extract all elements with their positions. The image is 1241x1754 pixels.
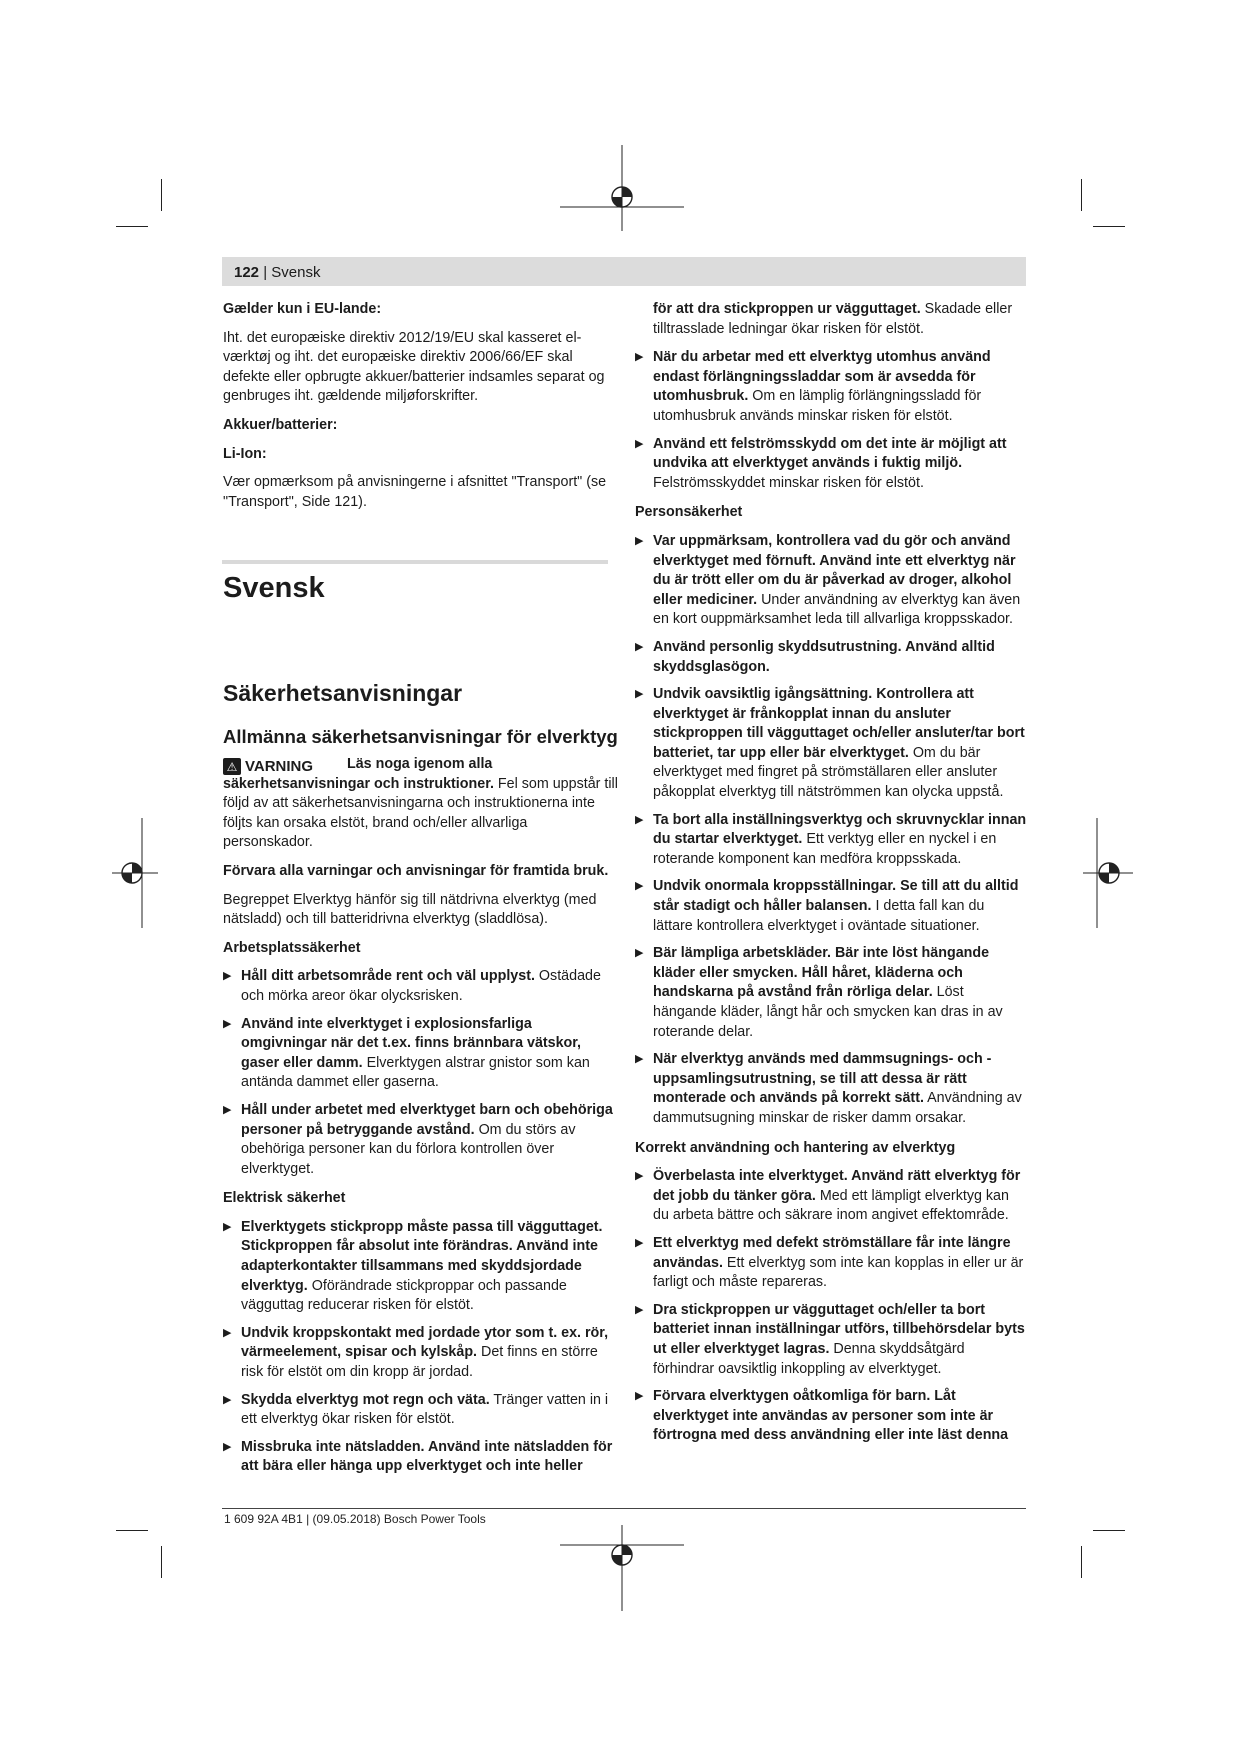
item-text: Elverktygen alstrar gnistor som kan antända dammet eller gaserna. xyxy=(241,1054,590,1091)
registration-mark-icon xyxy=(560,145,684,231)
bullet-triangle-icon: ▶ xyxy=(635,351,644,364)
item-bold: Undvik kroppskontakt med jordade ytor som t. ex. rör, värmeelement, spisar och kylskåp. xyxy=(241,1324,609,1361)
left-column-main xyxy=(223,755,619,1485)
crop-mark xyxy=(1093,226,1125,227)
section-divider xyxy=(222,560,608,564)
electrical-list xyxy=(223,1218,619,1477)
person-heading: Personsäkerhet xyxy=(635,504,743,521)
item-bold: Dra stickproppen ur vägguttaget och/eller ta bort batteriet innan inställningar utförs, tillbehörsdelar byts ut eller elverktyget lagras. xyxy=(653,1301,1025,1357)
list-item xyxy=(635,811,1027,870)
bullet-triangle-icon: ▶ xyxy=(223,1440,232,1453)
warning-label-text: VARNING xyxy=(245,758,314,775)
list-item xyxy=(635,532,1027,630)
item-bold: Bär lämpliga arbetskläder. Bär inte löst hängande kläder eller smycken. Håll håret, kläderna och handskarna på avstånd från rörliga delar. xyxy=(653,945,990,1001)
subsection-title: Allmänna säkerhetsanvisningar för elverktyg xyxy=(223,726,618,747)
person-list xyxy=(635,532,1027,1129)
item-text: Om en lämplig förlängningssladd för utomhusbruk används minskar risken för elstöt. xyxy=(653,388,982,424)
list-item xyxy=(223,1391,619,1430)
page-number: 122 xyxy=(234,264,260,281)
liion-text: Vær opmærksom på anvisningerne i afsnittet "Transport" (se "Transport", Side 121). xyxy=(223,474,607,510)
footer-rule xyxy=(222,1508,1026,1509)
bullet-triangle-icon: ▶ xyxy=(635,1053,644,1066)
item-bold: Undvik onormala kroppsställningar. Se till att du alltid står stadigt och håller balansen. xyxy=(653,878,1019,915)
crop-mark xyxy=(1081,179,1082,211)
list-item xyxy=(223,1218,619,1316)
item-bold: Missbruka inte nätsladden. Använd inte nätsladden för att bära eller hänga upp elverktyget och inte heller xyxy=(241,1438,613,1475)
bullet-triangle-icon: ▶ xyxy=(223,1017,232,1030)
list-item xyxy=(635,685,1027,803)
liion-heading: Li-Ion: xyxy=(223,445,267,462)
item-bold: Överbelasta inte elverktyget. Använd rätt elverktyg för det jobb du tänker göra. xyxy=(653,1168,1021,1204)
item-bold: Var uppmärksam, kontrollera vad du gör och använd elverktyget med förnuft. Använd inte ett elverktyg när du är trött eller om du är påverkad av droger, alkohol eller mediciner. xyxy=(653,532,1016,608)
list-item xyxy=(635,1167,1027,1226)
list-item xyxy=(635,877,1027,936)
bullet-triangle-icon: ▶ xyxy=(635,813,644,826)
workplace-list xyxy=(223,967,619,1179)
bullet-triangle-icon: ▶ xyxy=(223,1393,232,1406)
page-header xyxy=(234,264,320,281)
item-bold: När du arbetar med ett elverktyg utomhus använd endast förlängningssladdar som är avsedda för utomhusbruk. xyxy=(653,349,991,405)
list-item xyxy=(635,1050,1027,1128)
item-text: Med ett lämpligt elverktyg kan du arbeta bättre och säkrare inom angivet effektområde. xyxy=(653,1187,1009,1224)
crop-mark xyxy=(116,1530,148,1531)
item-text: Löst hängande kläder, långt hår och smycken kan dras in av roterande delar. xyxy=(653,984,1003,1040)
bullet-triangle-icon: ▶ xyxy=(635,437,644,450)
item-text: Under användning av elverktyg kan även en kort ouppmärksamhet leda till allvarliga kroppsskador. xyxy=(653,591,1021,628)
item-bold: Ett elverktyg med defekt strömställare får inte längre användas. xyxy=(653,1234,1011,1271)
eu-heading: Gælder kun i EU-lande: xyxy=(223,301,382,317)
item-bold: Använd ett felströmsskydd om det inte är möjligt att undvika att elverktyget används i fuktig miljö. xyxy=(653,435,1007,472)
item-bold: Undvik oavsiktlig igångsättning. Kontrollera att elverktyget är frånkopplat innan du ansluter stickproppen till vägguttaget och/eller ansluter/tar bort batteriet, tar upp eller bär elverktyget. xyxy=(653,686,1025,761)
list-item xyxy=(635,348,1027,426)
bullet-triangle-icon: ▶ xyxy=(635,534,644,547)
usage-list xyxy=(635,1167,1027,1446)
item-text: Oförändrade stickproppar och passande vägguttag reducerar risken för elstöt. xyxy=(241,1277,567,1314)
item-bold: När elverktyg används med dammsugnings- och -uppsamlingsutrustning, se till att dessa är rätt monterade och används på korrekt sätt. xyxy=(653,1051,992,1107)
warning-paragraph xyxy=(223,755,619,853)
item-text: Tränger vatten in i ett elverktyg ökar risken för elstöt. xyxy=(241,1391,609,1428)
warning-triangle-icon: ⚠ xyxy=(223,758,241,775)
crop-mark xyxy=(161,179,162,211)
item-text: Ostädade och mörka areor ökar olycksrisken. xyxy=(241,968,601,1004)
item-bold: Håll under arbetet med elverktyget barn och obehöriga personer på betryggande avstånd. xyxy=(241,1101,613,1138)
item-bold: Använd personlig skyddsutrustning. Använd alltid skyddsglasögon. xyxy=(653,638,995,675)
item-text: Ett elverktyg som inte kan kopplas in eller ur är farligt och måste repareras. xyxy=(653,1254,1024,1291)
header-bar xyxy=(222,257,1026,286)
crop-mark xyxy=(1081,1546,1082,1578)
definition-text: Begreppet Elverktyg hänför sig till nätdrivna elverktyg (med nätsladd) och till batteridrivna elverktyg (sladdlösa). xyxy=(223,891,597,928)
list-item xyxy=(223,967,619,1006)
bullet-triangle-icon: ▶ xyxy=(635,1236,644,1249)
item-text: Användning av dammutsugning minskar de risker damm orsakar. xyxy=(653,1090,1022,1126)
bullet-triangle-icon: ▶ xyxy=(635,1303,644,1316)
electrical-list-continued xyxy=(635,348,1027,493)
bullet-triangle-icon: ▶ xyxy=(223,1103,232,1116)
right-column xyxy=(635,300,1027,1454)
bullet-triangle-icon: ▶ xyxy=(223,1220,232,1233)
item-text: I detta fall kan du lättare kontrollera elverktyget i oväntade situationer. xyxy=(653,898,985,934)
item-bold: Håll ditt arbetsområde rent och väl upplyst. xyxy=(241,968,535,985)
bullet-triangle-icon: ▶ xyxy=(635,688,644,701)
bullet-triangle-icon: ▶ xyxy=(635,1170,644,1183)
header-separator: | xyxy=(259,264,272,281)
item-bold: Ta bort alla inställningsverktyg och skruvnycklar innan du startar elverktyget. xyxy=(653,811,1027,848)
crop-mark xyxy=(161,1546,162,1578)
item-text: Felströmsskyddet minskar risken för elstöt. xyxy=(653,474,924,491)
list-item xyxy=(635,1234,1027,1293)
usage-heading: Korrekt användning och hantering av elverktyg xyxy=(635,1139,956,1156)
item-bold: Förvara elverktygen oåtkomliga för barn. Låt elverktyget inte användas av personer som inte är förtrogna med dess användning eller inte läst denna xyxy=(653,1388,1009,1444)
continued-text: Skadade eller tilltrasslade ledningar ökar risken för elstöt. xyxy=(653,301,1013,337)
header-language: Svensk xyxy=(271,264,321,281)
warning-text: Fel som uppstår till följd av att säkerhetsanvisningarna och instruktionerna inte följts kan orsaka elstöt, brand och/eller allvarliga personskador. xyxy=(223,775,618,851)
crop-mark xyxy=(1093,1530,1125,1531)
continued-bold: för att dra stickproppen ur vägguttaget. xyxy=(653,301,921,317)
bullet-triangle-icon: ▶ xyxy=(223,970,232,983)
list-item xyxy=(223,1015,619,1093)
electrical-heading: Elektrisk säkerhet xyxy=(223,1190,346,1207)
list-item xyxy=(635,1301,1027,1379)
registration-mark-icon xyxy=(112,818,158,928)
item-text: Ett verktyg eller en nyckel i en roterande komponent kan medföra kroppsskada. xyxy=(653,831,997,867)
bullet-triangle-icon: ▶ xyxy=(635,640,644,653)
bullet-triangle-icon: ▶ xyxy=(223,1326,232,1339)
section-title: Säkerhetsanvisningar xyxy=(223,680,463,706)
page-footer: 1 609 92A 4B1 | (09.05.2018) Bosch Power Tools xyxy=(224,1512,486,1526)
bullet-triangle-icon: ▶ xyxy=(635,1390,644,1403)
item-text: Om du bär elverktyget med fingret på strömställaren eller ansluter påkopplat elverktyg till nätströmmen kan olycka uppstå. xyxy=(653,744,1004,801)
item-text: Om du störs av obehöriga personer kan du förlora kontrollen över elverktyget. xyxy=(241,1121,576,1177)
list-item xyxy=(635,435,1027,494)
item-bold: Använd inte elverktyget i explosionsfarliga omgivningar när det t.ex. finns brännbara vätskor, gaser eller damm. xyxy=(241,1015,582,1071)
item-text: Denna skyddsåtgärd förhindrar oavsiktlig inkoppling av elverktyget. xyxy=(653,1340,965,1377)
list-item xyxy=(635,1387,1027,1446)
keep-instructions: Förvara alla varningar och anvisningar för framtida bruk. xyxy=(223,862,609,879)
list-item xyxy=(223,1101,619,1179)
list-item xyxy=(223,1324,619,1383)
list-item xyxy=(635,944,1027,1042)
item-bold: Elverktygets stickpropp måste passa till vägguttaget. Stickproppen får absolut inte förändras. Använd inte adapterkontakter tillsammans med skyddsjordade elverktyg. xyxy=(241,1218,603,1294)
bullet-triangle-icon: ▶ xyxy=(635,947,644,960)
continued-paragraph xyxy=(635,300,1027,339)
crop-mark xyxy=(116,226,148,227)
item-bold: Skydda elverktyg mot regn och väta. xyxy=(241,1391,490,1408)
language-title: Svensk xyxy=(223,572,325,604)
list-item xyxy=(635,638,1027,677)
registration-mark-icon xyxy=(1083,818,1133,928)
left-column-top xyxy=(223,300,609,521)
workplace-heading: Arbetsplatssäkerhet xyxy=(223,939,361,956)
bullet-triangle-icon: ▶ xyxy=(635,880,644,893)
eu-text: Iht. det europæiske direktiv 2012/19/EU skal kasseret el-værktøj og iht. det europæiske direktiv 2006/66/EF skal defekte eller opbrugte akkuer/batterier indsamles separat og genbruges iht. gældende miljøforskrifter. xyxy=(223,329,605,405)
warning-bold: Läs noga igenom alla säkerhetsanvisningar och instruktioner. xyxy=(223,756,494,792)
registration-mark-icon xyxy=(560,1525,684,1611)
akku-heading: Akkuer/batterier: xyxy=(223,416,338,433)
item-text: Det finns en större risk för elstöt om din kropp är jordad. xyxy=(241,1344,598,1381)
list-item xyxy=(223,1438,619,1477)
